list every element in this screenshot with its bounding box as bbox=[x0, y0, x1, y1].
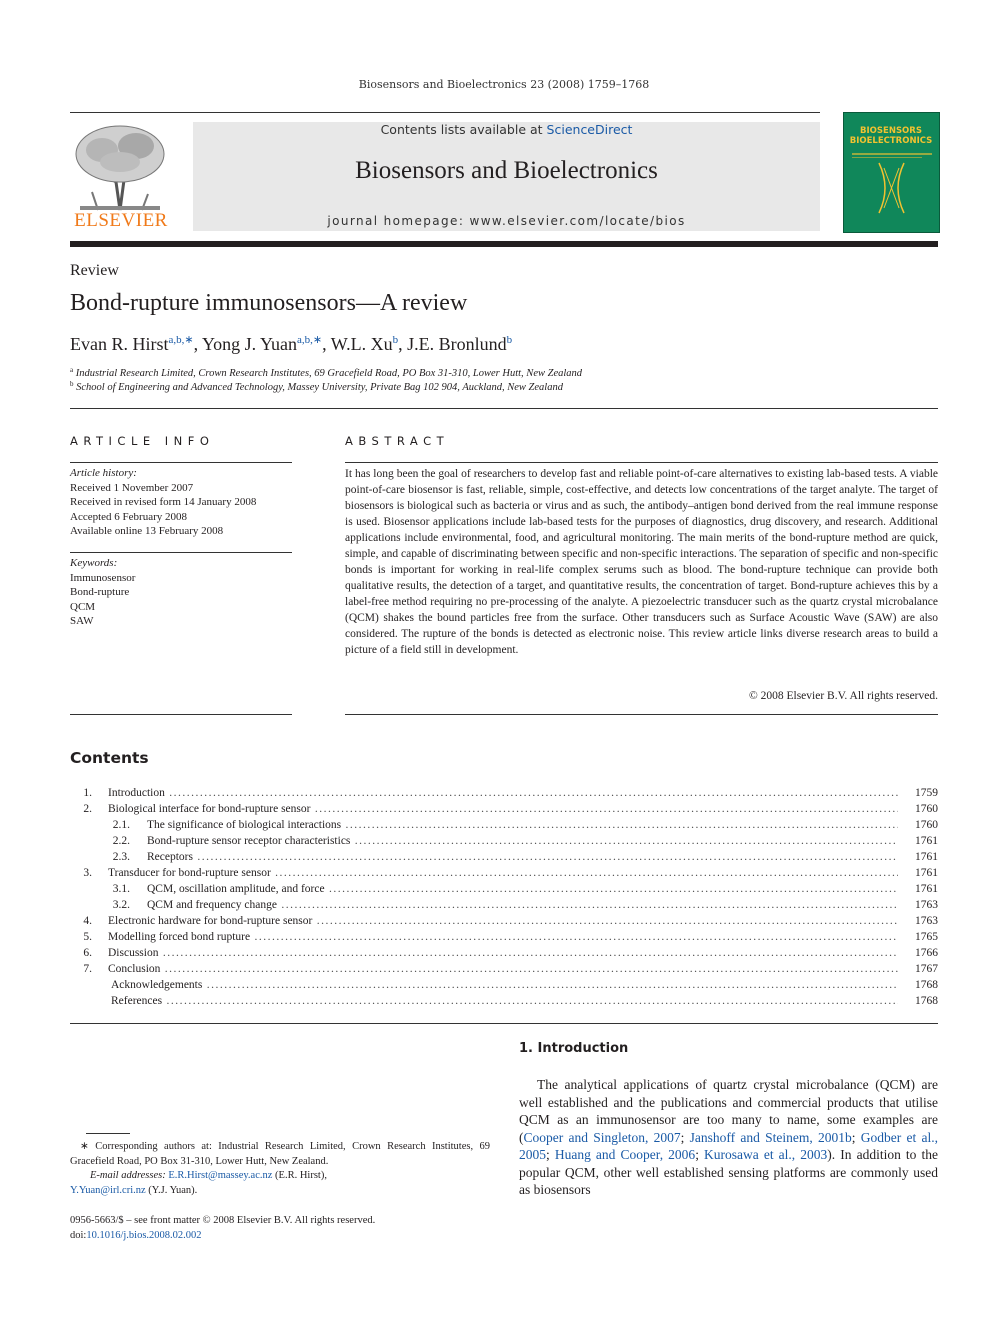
footnote-corresponding: Corresponding authors at: Industrial Research Limited, Crown Research Institutes, 69 Gracefield Road, PO Box 31-310, Lower Hutt, New Zealand. bbox=[70, 1141, 491, 1167]
journal-homepage[interactable]: journal homepage: www.elsevier.com/locate/bios bbox=[327, 214, 686, 228]
elsevier-tree-icon bbox=[70, 122, 170, 212]
author-separator: , bbox=[398, 334, 408, 354]
toc-page-number: 1761 bbox=[898, 881, 938, 897]
toc-label: Modelling forced bond rupture ..... bbox=[108, 929, 898, 945]
toc-page-number: 1768 bbox=[898, 993, 938, 1009]
heading-divider bbox=[70, 408, 938, 409]
toc-number: 2.3. bbox=[112, 851, 130, 863]
toc-entry[interactable] bbox=[70, 865, 938, 881]
table-of-contents bbox=[70, 785, 938, 1009]
email-link-hirst[interactable]: E.R.Hirst@massey.ac.nz bbox=[168, 1170, 273, 1181]
sciencedirect-link[interactable]: ScienceDirect bbox=[546, 122, 633, 137]
toc-label: Introduction ..... bbox=[108, 785, 898, 801]
intro-text-part2: ). In addition to the popular QCM, other well established sensing platforms are commonly used as biosensors bbox=[519, 1147, 938, 1197]
keywords-label: Keywords: bbox=[70, 557, 118, 569]
contents-heading: Contents bbox=[70, 749, 149, 767]
author-affil-mark[interactable]: a,b,∗ bbox=[296, 334, 323, 346]
toc-entry[interactable] bbox=[70, 977, 938, 993]
toc-entry[interactable] bbox=[70, 801, 938, 817]
introduction-text bbox=[519, 1076, 938, 1199]
elsevier-wordmark: ELSEVIER bbox=[74, 210, 168, 231]
abstract-heading: ABSTRACT bbox=[345, 434, 450, 448]
footnote-mark: ∗ bbox=[80, 1141, 89, 1152]
header-top-rule bbox=[70, 112, 820, 113]
toc-page-number: 1761 bbox=[898, 833, 938, 849]
author-affil-mark[interactable]: a,b,∗ bbox=[168, 334, 194, 346]
doi-label: doi: bbox=[70, 1229, 87, 1241]
email-name-hirst: (E.R. Hirst), bbox=[272, 1170, 327, 1181]
toc-entry[interactable] bbox=[70, 961, 938, 977]
toc-number: 2.1. bbox=[112, 819, 130, 831]
toc-entry[interactable] bbox=[70, 849, 938, 865]
footnote-block bbox=[70, 1140, 490, 1198]
reference-link[interactable]: Cooper and Singleton, 2007 bbox=[523, 1129, 681, 1145]
author-list bbox=[70, 333, 512, 355]
journal-citation: Biosensors and Bioelectronics 23 (2008) 1759–1768 bbox=[358, 78, 650, 91]
abstract-text: It has long been the goal of researchers to develop fast and reliable point-of-care alternatives to existing lab-based tests. A viable point-of-care biosensor is fast, reliable, simple, cost-effective, and detects low concentrations of the target analyte. The target of biosensors is biological such as bacteria or virus and as such, the antibody–antigen bond derived from the real immune response is used. Biosensor applications include lab-based tests for the purposes of diagnostics, drug discovery, and research. Additional applications include environmental, food, and agricultural monitoring. The main merits of the bond-rupture method are quick, simple, and capable of discriminating between specific and non-specific interactions. The separation of specific and non-specific bonds is important for working in real-life complex serums such as blood. The bond-rupture technique can provide both qualitative results, the detection of a target, and quantitative results, the concentration of target. Bond-rupture achieves this by a label-free method requiring no pre-processing of the analyte. A piezoelectric transducer such as the quartz crystal microbalance (QCM) shakes the bound particles free from the surface. Other transducers such as Surface Acoustic Wave (SAW) are also considered. The rupture of the bonds is detected as electronic noise. This review article links diverse research areas to build a picture of a field still in development. bbox=[345, 468, 938, 656]
contents-available-line bbox=[193, 122, 820, 137]
keyword-item: Immunosensor bbox=[70, 571, 136, 584]
toc-entry[interactable] bbox=[70, 785, 938, 801]
abstract-bottom-rule bbox=[345, 714, 938, 715]
article-info-heading: ARTICLE INFO bbox=[70, 434, 215, 448]
toc-number: 2.2. bbox=[112, 835, 130, 847]
cover-title bbox=[846, 126, 936, 146]
issn-block bbox=[70, 1214, 490, 1243]
header-bottom-rule bbox=[70, 241, 938, 247]
toc-label: The significance of biological interactions ..... bbox=[147, 817, 898, 833]
cover-title-line1: BIOSENSORS bbox=[860, 126, 922, 136]
author-name: Evan R. Hirst bbox=[70, 334, 169, 354]
footnote-rule bbox=[86, 1133, 130, 1134]
email-label: E-mail addresses: bbox=[90, 1170, 166, 1181]
toc-entry[interactable] bbox=[70, 913, 938, 929]
toc-page-number: 1759 bbox=[898, 785, 938, 801]
toc-label: Electronic hardware for bond-rupture sensor ..... bbox=[108, 913, 898, 929]
doi-line bbox=[70, 1229, 490, 1244]
author-separator: , bbox=[322, 334, 331, 354]
toc-page-number: 1767 bbox=[898, 961, 938, 977]
article-info-rule bbox=[70, 462, 292, 463]
reference-link[interactable]: Kurosawa et al., 2003 bbox=[704, 1147, 828, 1162]
author-affil-mark[interactable]: b bbox=[506, 334, 513, 346]
affiliation-mark: a bbox=[70, 366, 74, 374]
keywords-rule bbox=[70, 552, 292, 553]
toc-entry[interactable] bbox=[70, 993, 938, 1009]
intro-text-part1: The analytical applications of quartz crystal microbalance (QCM) are well established and the publications and commercial products that utilise QCM as an immunosensor are too many to name, some examples are ( bbox=[519, 1077, 938, 1145]
toc-number: 5. bbox=[83, 931, 92, 943]
toc-page-number: 1760 bbox=[898, 801, 938, 817]
toc-label: Conclusion ..... bbox=[108, 961, 898, 977]
toc-entry[interactable] bbox=[70, 817, 938, 833]
author-name: J.E. Bronlund bbox=[407, 334, 507, 354]
history-revised: Received in revised form 14 January 2008 bbox=[70, 496, 257, 508]
reference-link[interactable]: Janshoff and Steinem, 2001b bbox=[689, 1129, 852, 1145]
toc-number: 1. bbox=[83, 787, 92, 799]
affiliation-text: School of Engineering and Advanced Technology, Massey University, Private Bag 102 904, Auckland, New Zealand bbox=[76, 382, 563, 393]
keyword-item: SAW bbox=[70, 615, 94, 627]
toc-number: 3.1. bbox=[112, 883, 130, 895]
toc-page-number: 1763 bbox=[898, 913, 938, 929]
toc-label: Transducer for bond-rupture sensor ..... bbox=[108, 865, 898, 881]
email-link-yuan[interactable]: Y.Yuan@irl.cri.nz bbox=[70, 1184, 146, 1196]
ref-separator: ; bbox=[851, 1129, 861, 1145]
doi-link[interactable]: 10.1016/j.bios.2008.02.002 bbox=[86, 1229, 202, 1241]
toc-number: 4. bbox=[83, 915, 92, 927]
toc-page-number: 1761 bbox=[898, 865, 938, 881]
toc-page-number: 1763 bbox=[898, 897, 938, 913]
keyword-item: Bond-rupture bbox=[70, 586, 130, 598]
toc-label: Discussion ..... bbox=[108, 945, 898, 961]
toc-page-number: 1761 bbox=[898, 849, 938, 865]
cover-title-line2: BIOELECTRONICS bbox=[849, 136, 933, 146]
affiliation-mark: b bbox=[70, 380, 74, 388]
contents-prefix: Contents lists available at bbox=[380, 122, 547, 137]
toc-label: Biological interface for bond-rupture sensor ..... bbox=[108, 801, 898, 817]
toc-entry[interactable] bbox=[70, 929, 938, 945]
affiliation-a bbox=[70, 366, 582, 379]
toc-page-number: 1766 bbox=[898, 945, 938, 961]
issn-line: 0956-5663/$ – see front matter © 2008 Elsevier B.V. All rights reserved. bbox=[70, 1215, 376, 1226]
introduction-heading: 1. Introduction bbox=[519, 1041, 629, 1056]
affiliation-text: Industrial Research Limited, Crown Research Institutes, 69 Gracefield Road, PO Box 31-310, Lower Hutt, New Zealand bbox=[75, 368, 583, 379]
toc-page-number: 1760 bbox=[898, 817, 938, 833]
toc-label: Acknowledgements ..... bbox=[111, 977, 898, 993]
toc-page-number: 1768 bbox=[898, 977, 938, 993]
abstract-copyright: © 2008 Elsevier B.V. All rights reserved. bbox=[749, 690, 938, 702]
affiliation-b bbox=[70, 380, 563, 393]
toc-label: Receptors ..... bbox=[147, 849, 898, 865]
article-title: Bond-rupture immunosensors—A review bbox=[70, 290, 468, 316]
history-accepted: Accepted 6 February 2008 bbox=[70, 510, 187, 523]
author-affil-mark[interactable]: b bbox=[392, 334, 399, 346]
toc-number: 6. bbox=[83, 947, 92, 959]
article-type: Review bbox=[70, 262, 119, 279]
toc-number: 3. bbox=[83, 867, 92, 879]
toc-page-number: 1765 bbox=[898, 929, 938, 945]
abstract-rule bbox=[345, 462, 938, 463]
email-name-yuan: (Y.J. Yuan). bbox=[145, 1184, 198, 1196]
toc-entry[interactable] bbox=[70, 897, 938, 913]
toc-number: 7. bbox=[83, 963, 92, 975]
reference-link[interactable]: Huang and Cooper, 2006 bbox=[554, 1147, 696, 1162]
keywords-block bbox=[70, 556, 292, 629]
reference-link[interactable]: Godber et al., 2005 bbox=[519, 1129, 938, 1162]
history-online: Available online 13 February 2008 bbox=[70, 525, 224, 537]
author-separator: , bbox=[193, 334, 202, 354]
ref-separator: ; bbox=[546, 1147, 555, 1162]
toc-number: 2. bbox=[83, 803, 92, 815]
toc-label: References ..... bbox=[111, 993, 898, 1009]
toc-label: QCM and frequency change ..... bbox=[147, 897, 898, 913]
toc-number: 3.2. bbox=[112, 899, 130, 911]
keyword-item: QCM bbox=[70, 600, 96, 613]
journal-title: Biosensors and Bioelectronics bbox=[355, 157, 658, 184]
ref-separator: ; bbox=[695, 1147, 705, 1162]
ref-separator: ; bbox=[680, 1129, 690, 1145]
article-info-bottom-rule bbox=[70, 714, 292, 715]
toc-entry[interactable] bbox=[70, 945, 938, 961]
article-history bbox=[70, 466, 292, 539]
toc-label: QCM, oscillation amplitude, and force ..... bbox=[147, 881, 898, 897]
contents-bottom-rule bbox=[70, 1023, 938, 1024]
toc-entry[interactable] bbox=[70, 833, 938, 849]
author-name: W.L. Xu bbox=[330, 334, 393, 354]
toc-entry[interactable] bbox=[70, 881, 938, 897]
history-received: Received 1 November 2007 bbox=[70, 481, 194, 494]
toc-label: Bond-rupture sensor receptor characteristics ..... bbox=[147, 833, 898, 849]
history-label: Article history: bbox=[70, 467, 137, 479]
author-name: Yong J. Yuan bbox=[201, 334, 297, 354]
